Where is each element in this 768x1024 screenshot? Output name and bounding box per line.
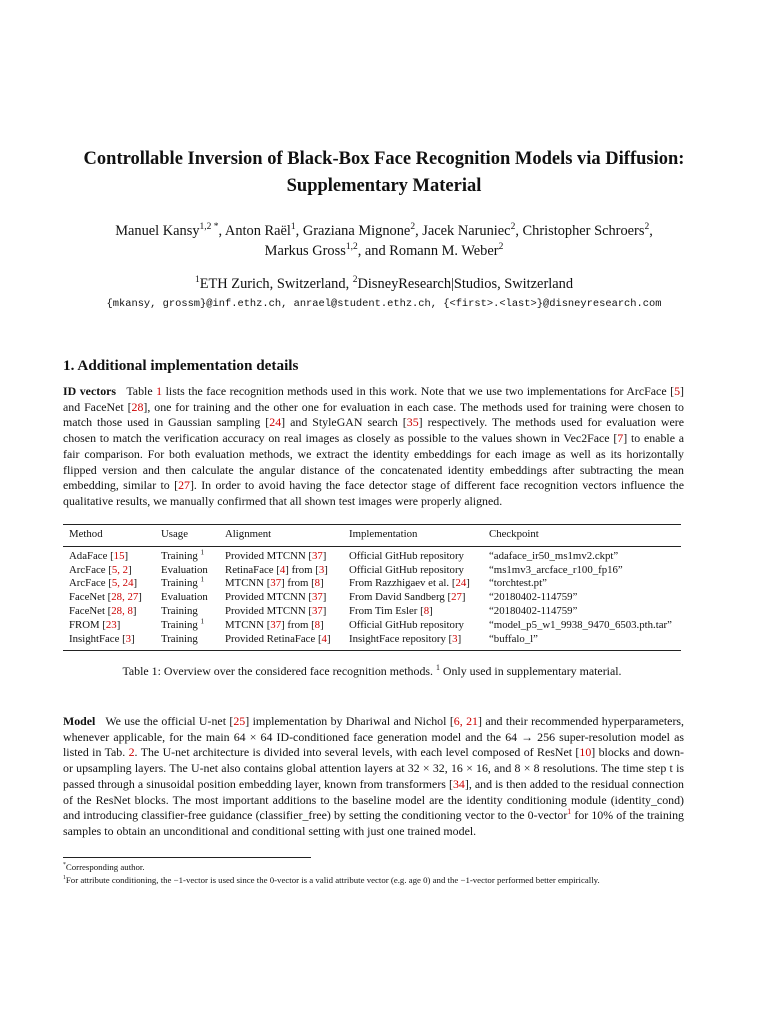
table-row — [63, 619, 681, 633]
text-run: ] blocks and down- or upsampling layers. The U-net also contains global attention layers at 32 × 32, 16 × 16, and 8 × 8 resolutions. The time step t is passed through a sinusoidal position embedding layer, known from transformers [ — [63, 745, 684, 791]
footnote-attribute — [63, 874, 703, 886]
author-list — [60, 221, 708, 261]
citation-link[interactable]: 7 — [617, 431, 624, 446]
table-ref-link[interactable]: 2 — [128, 745, 135, 760]
citation-link[interactable]: 34 — [452, 776, 465, 791]
citation-link[interactable]: 5 — [674, 384, 681, 398]
citation-link[interactable]: 23 — [105, 618, 117, 631]
cell-method — [63, 577, 155, 591]
cell-implementation — [343, 633, 483, 647]
cell-usage — [155, 605, 219, 619]
affiliation-disney: DisneyResearch|Studios, Switzerland — [357, 276, 574, 292]
text-run: . The U-net architecture is divided into several levels, with each level composed of ResNet [ — [134, 745, 580, 760]
cell-usage — [155, 564, 219, 578]
cell-usage — [155, 633, 219, 647]
cell-implementation — [343, 605, 483, 619]
bracket: ] — [461, 591, 466, 604]
affil-mark: 2 — [352, 275, 358, 286]
cell-implementation — [343, 564, 483, 578]
paper-title — [60, 146, 708, 200]
citation-link[interactable]: 28 — [131, 399, 144, 414]
citation-link[interactable]: 15 — [113, 549, 125, 562]
cell-checkpoint: “20180402-114759” — [489, 604, 578, 617]
alignment-text: ] — [322, 549, 327, 562]
usage-footnote-mark: 1 — [200, 617, 205, 626]
alignment-text: Provided MTCNN [ — [225, 591, 312, 604]
cell-usage — [155, 591, 219, 605]
table-row — [63, 577, 681, 591]
cell-alignment — [219, 564, 343, 578]
text-run: ] respectively. The methods used for evaluation were chosen to match the verification accuracy on real images as closely as possible to the values shown in Vec2Face [ — [63, 415, 685, 446]
cell-usage — [155, 546, 219, 564]
citation-link[interactable]: 24 — [455, 577, 467, 590]
text-run: ], and is then added to the residual connection of the ResNet blocks. The most important additions to the baseline model are the identity conditioning module (identity_cond) and introducing classifier-free guidance (classifier_free) by setting the conditioning vector to the 0-vector — [63, 776, 684, 823]
usage-text: Training — [161, 618, 201, 631]
author-mignone: , Graziana Mignone — [295, 223, 411, 239]
citation-link[interactable]: 5, 2 — [111, 563, 129, 576]
title-line-2: Supplementary Material — [286, 176, 482, 196]
citation-link[interactable]: 37 — [311, 604, 323, 617]
footnote-corresponding — [63, 861, 703, 873]
cell-alignment — [219, 605, 343, 619]
method-name: FaceNet [ — [69, 604, 112, 617]
table-body — [63, 546, 681, 647]
bracket: ] — [132, 604, 137, 617]
caption-text: Table 1: Overview over the considered face recognition methods. — [122, 664, 436, 678]
implementation-text: From Tim Esler [ — [349, 604, 424, 617]
citation-link[interactable]: 4 — [321, 632, 327, 645]
affil-mark: 2 — [410, 222, 416, 233]
cell-alignment — [219, 577, 343, 591]
cell-method — [63, 605, 155, 619]
alignment-text: ] — [322, 591, 327, 604]
column-header: Checkpoint — [489, 528, 539, 540]
cell-checkpoint: “model_p5_w1_9938_9470_6503.pth.tar” — [489, 618, 672, 631]
column-header: Alignment — [225, 528, 272, 540]
affil-mark: 1,2 — [345, 242, 358, 253]
alignment-text: Provided RetinaFace [ — [225, 632, 322, 645]
cell-alignment — [219, 546, 343, 564]
affil-mark: 1,2 * — [199, 222, 219, 233]
cell-checkpoint: “torchtest.pt” — [489, 577, 547, 590]
cell-implementation — [343, 591, 483, 605]
cell-method — [63, 546, 155, 564]
table-row — [63, 605, 681, 619]
implementation-text: InsightFace repository [ — [349, 632, 453, 645]
column-header: Method — [69, 528, 103, 540]
cell-alignment — [219, 633, 343, 647]
cell-method — [63, 564, 155, 578]
method-name: ArcFace [ — [69, 563, 112, 576]
alignment-text: ] from [ — [281, 577, 315, 590]
usage-text: Training — [161, 577, 201, 590]
table-bottom-rule — [63, 650, 681, 651]
affil-mark: 2 — [644, 222, 650, 233]
table-top-rule — [63, 524, 681, 525]
affil-mark: 2 — [510, 222, 516, 233]
method-name: ArcFace [ — [69, 577, 112, 590]
column-header: Implementation — [349, 528, 418, 540]
implementation-text: From Razzhigaev et al. [ — [349, 577, 456, 590]
cell-checkpoint: “buffalo_l” — [489, 632, 538, 645]
text-run: ] implementation by Dhariwal and Nichol [ — [245, 714, 454, 728]
text-run: ]. In order to avoid having the face detector stage of different face recognition vectors influence the qualitative results, we manually confirmed that all shown test images were properly aligned. — [63, 478, 684, 508]
bracket: ] — [429, 604, 433, 617]
citation-link[interactable]: 25 — [233, 714, 246, 728]
footnote-text: For attribute conditioning, the −1-vector is used since the 0-vector is a valid attribute vector (e.g. age 0) and the −1-vector performed better empirically. — [65, 875, 600, 885]
citation-link[interactable]: 35 — [406, 415, 419, 430]
cell-method — [63, 591, 155, 605]
method-name: FROM [ — [69, 618, 106, 631]
method-name: FaceNet [ — [69, 591, 112, 604]
author-emails: {mkansy, grossm}@inf.ethz.ch, anrael@student.ethz.ch, {<first>.<last>}@disneyresearch.com — [106, 298, 662, 310]
text-run: ], one for training and the other one for evaluation in each case. The methods used for training were chosen to match those used in Gaussian sampling [ — [63, 399, 684, 430]
alignment-text: ] — [326, 632, 331, 645]
citation-link[interactable]: 3 — [318, 563, 325, 576]
table-caption — [63, 663, 681, 679]
affil-mark: 2 — [498, 242, 504, 253]
cell-checkpoint: “ms1mv3_arcface_r100_fp16” — [489, 563, 623, 576]
author-separator: , — [649, 223, 653, 239]
text-run: ] and StyleGAN search [ — [281, 415, 407, 430]
usage-text: Evaluation — [161, 591, 208, 604]
model-paragraph — [63, 714, 684, 840]
caption-sup: 1 — [435, 663, 440, 673]
citation-link[interactable]: 37 — [270, 577, 282, 590]
paragraph-lead: ID vectors — [63, 384, 117, 398]
caption-text-end: Only used in supplementary material. — [439, 664, 622, 678]
alignment-text: Provided MTCNN [ — [225, 604, 312, 617]
author-gross: Markus Gross — [264, 243, 346, 259]
citation-link[interactable]: 5, 24 — [111, 577, 134, 590]
cell-usage — [155, 619, 219, 633]
paragraph-lead: Model — [63, 714, 96, 728]
text-run: for 10% of the training samples to obtain an unconditional and conditional setting with just one trained model. — [63, 808, 684, 838]
citation-link[interactable]: 3 — [452, 632, 458, 645]
citation-link[interactable]: 10 — [579, 745, 592, 760]
cell-method — [63, 633, 155, 647]
usage-text: Training — [161, 549, 201, 562]
footnote-ref-link[interactable]: 1 — [567, 807, 572, 817]
cell-alignment — [219, 591, 343, 605]
usage-text: Training — [161, 604, 198, 617]
cell-implementation — [343, 619, 483, 633]
implementation-text: Official GitHub repository — [349, 563, 464, 576]
bracket: ] — [324, 563, 328, 576]
bracket: ] — [128, 563, 132, 576]
table-row — [63, 591, 681, 605]
citation-link[interactable]: 6, 21 — [453, 714, 478, 728]
face-recognition-methods-table — [63, 526, 681, 646]
citation-link[interactable]: 4 — [279, 563, 286, 576]
alignment-text: ] from [ — [285, 563, 319, 576]
bracket: ] — [131, 632, 135, 645]
implementation-text: From David Sandberg [ — [349, 591, 452, 604]
affiliations — [60, 274, 708, 294]
affil-mark: 1 — [290, 222, 296, 233]
cell-checkpoint: “adaface_ir50_ms1mv2.ckpt” — [489, 549, 619, 562]
text-run: Table — [126, 384, 157, 398]
text-run: ] to enable a fair comparison. For both evaluation methods, we extract the identity embeddings for each image as well as its horizontally flipped version and then calculate the angular distance of the concatenated identity embeddings after subtracting the mean embedding, similar to [ — [63, 431, 684, 493]
cell-implementation — [343, 577, 483, 591]
author-rael: , Anton Raël — [218, 223, 291, 239]
column-header: Usage — [161, 528, 188, 540]
bracket: ] — [320, 618, 324, 631]
bracket: ] — [133, 577, 138, 590]
alignment-text: ] — [322, 604, 327, 617]
title-line-1: Controllable Inversion of Black-Box Face Recognition Models via Diffusion: — [83, 149, 685, 169]
citation-link[interactable]: 27 — [451, 591, 462, 604]
footnote-mark: * — [63, 862, 66, 869]
citation-link[interactable]: 8 — [314, 618, 321, 631]
citation-link[interactable]: 37 — [311, 591, 323, 604]
usage-footnote-mark: 1 — [200, 575, 205, 584]
author-schroers: , Christopher Schroers — [515, 223, 645, 239]
implementation-text: Official GitHub repository — [349, 549, 464, 562]
text-run: ] and their recommended hyperparameters, whenever applicable, for the main 64 × 64 ID-conditioned face generation model and the 64 → 256 super-resolution model as listed in Tab. — [63, 714, 685, 760]
alignment-text: RetinaFace [ — [225, 563, 280, 576]
section-heading: 1. Additional implementation details — [63, 357, 299, 374]
table-header-row — [63, 526, 681, 546]
bracket: ] — [466, 577, 470, 590]
text-run: lists the face recognition methods used in this work. Note that we use two implementations for ArcFace [ — [162, 384, 675, 398]
bracket: ] — [116, 618, 121, 631]
bracket: ] — [457, 632, 462, 645]
cell-usage — [155, 577, 219, 591]
cell-method — [63, 619, 155, 633]
citation-link[interactable]: 3 — [125, 632, 132, 645]
alignment-text: MTCNN [ — [225, 577, 271, 590]
citation-link[interactable]: 37 — [311, 549, 323, 562]
cell-implementation — [343, 546, 483, 564]
usage-text: Training — [161, 632, 198, 645]
citation-link[interactable]: 28, 27 — [111, 591, 139, 604]
citation-link[interactable]: 24 — [269, 415, 282, 430]
table-ref-link[interactable]: 1 — [156, 384, 163, 398]
alignment-text: MTCNN [ — [225, 618, 271, 631]
usage-text: Evaluation — [161, 563, 208, 576]
citation-link[interactable]: 28, 8 — [111, 604, 133, 617]
bracket: ] — [138, 591, 142, 604]
footnote-text: Corresponding author. — [65, 862, 145, 872]
footnote-mark: 1 — [63, 875, 66, 882]
affil-mark: 1 — [194, 275, 200, 286]
id-vectors-paragraph — [63, 384, 684, 510]
alignment-text: ] from [ — [281, 618, 315, 631]
citation-link[interactable]: 8 — [314, 577, 321, 590]
table-row — [63, 564, 681, 578]
bracket: ] — [124, 549, 129, 562]
alignment-text: Provided MTCNN [ — [225, 549, 312, 562]
author-naruniec: , Jacek Naruniec — [415, 223, 511, 239]
method-name: InsightFace [ — [69, 632, 126, 645]
cell-alignment — [219, 619, 343, 633]
text-run: ] and FaceNet [ — [63, 384, 684, 414]
table-row — [63, 633, 681, 647]
author-weber: , and Romann M. Weber — [357, 243, 499, 259]
citation-link[interactable]: 27 — [178, 478, 190, 493]
affiliation-eth: ETH Zurich, Switzerland, — [199, 276, 353, 292]
text-run: We use the official U-net [ — [105, 714, 234, 728]
bracket: ] — [320, 577, 324, 590]
method-name: AdaFace [ — [69, 549, 114, 562]
author-kansy: Manuel Kansy — [115, 223, 200, 239]
footnote-rule — [63, 857, 311, 858]
table-row — [63, 546, 681, 564]
citation-link[interactable]: 8 — [423, 604, 430, 617]
citation-link[interactable]: 37 — [270, 618, 282, 631]
implementation-text: Official GitHub repository — [349, 618, 464, 631]
usage-footnote-mark: 1 — [200, 548, 205, 557]
cell-checkpoint: “20180402-114759” — [489, 591, 578, 604]
